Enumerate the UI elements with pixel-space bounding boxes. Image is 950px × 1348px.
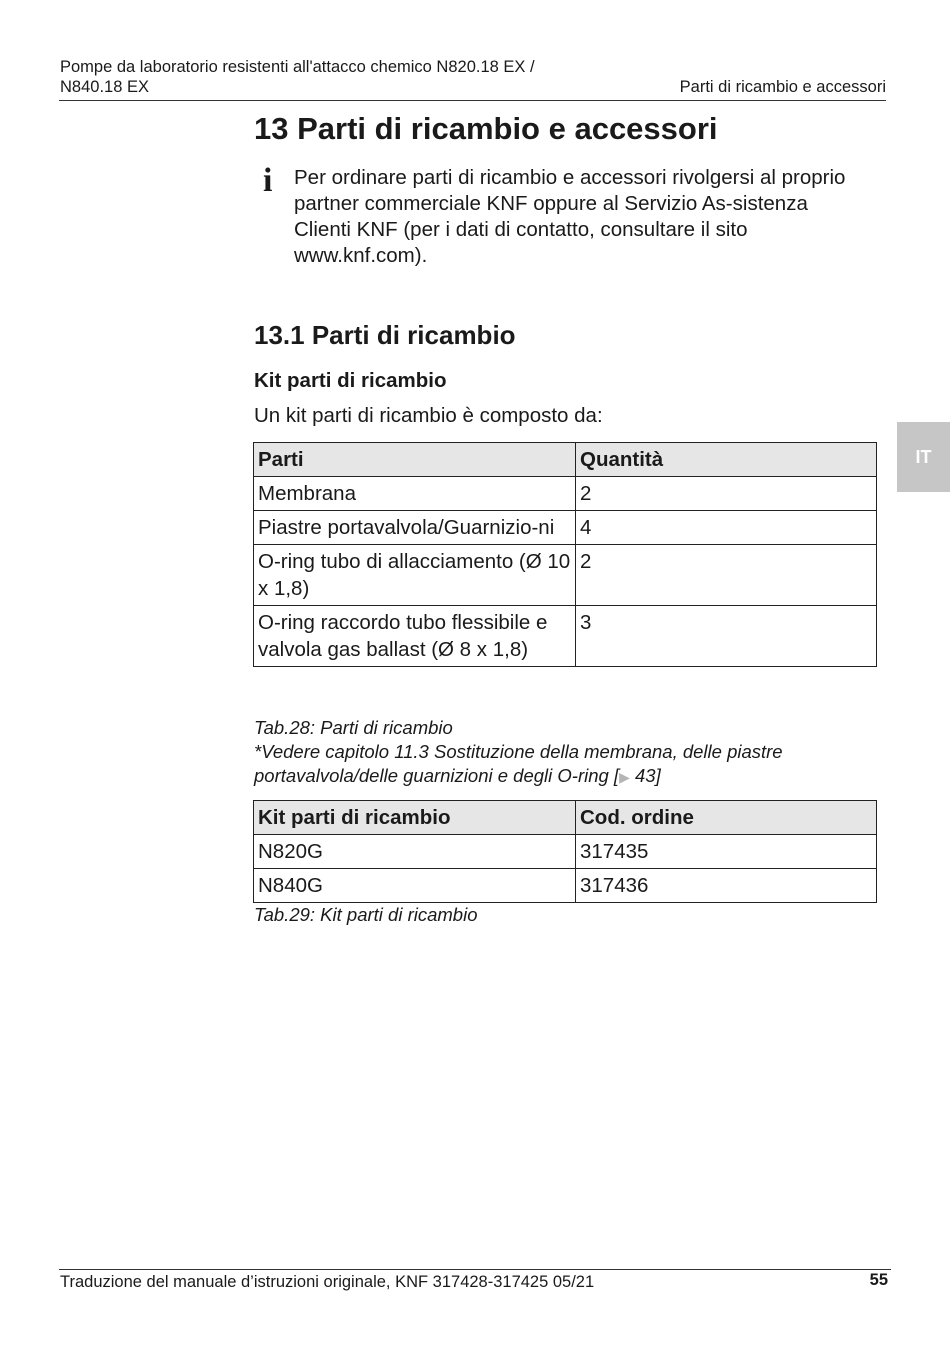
table-row (254, 477, 877, 511)
table-cell: 2 (576, 477, 877, 511)
table-row (254, 511, 877, 545)
header-divider (59, 100, 886, 101)
parts-table (253, 442, 877, 667)
table-cell: 317435 (576, 835, 877, 869)
subheading: Kit parti di ricambio (254, 369, 447, 392)
column-header-parts: Parti (254, 443, 576, 477)
table-footnote (254, 740, 884, 789)
table-header-row (254, 443, 877, 477)
table-cell: Membrana (254, 477, 576, 511)
intro-text: Un kit parti di ricambio è composto da: (254, 404, 603, 427)
table-row (254, 869, 877, 903)
header-chapter: Parti di ricambio e accessori (679, 78, 886, 96)
info-icon: i (263, 162, 273, 199)
table-cell: 4 (576, 511, 877, 545)
column-header-quantity: Quantità (576, 443, 877, 477)
page-reference[interactable]: 43] (629, 765, 661, 786)
footnote-text: *Vedere capitolo 11.3 Sostituzione della membrana, delle piastre portavalvola/delle guarnizioni e degli O-ring [ (254, 741, 783, 786)
table-header-row (254, 801, 877, 835)
footer-text: Traduzione del manuale d’istruzioni originale, KNF 317428-317425 05/21 (60, 1273, 595, 1291)
header-title-line1: Pompe da laboratorio resistenti all'attacco chemico N820.18 EX / (60, 58, 535, 76)
table-cell: O-ring tubo di allacciamento (Ø 10 x 1,8) (254, 545, 576, 606)
column-header-order-code: Cod. ordine (576, 801, 877, 835)
table-cell: 2 (576, 545, 877, 606)
page-number: 55 (869, 1271, 888, 1289)
table-cell: Piastre portavalvola/Guarnizio-ni (254, 511, 576, 545)
table-cell: N820G (254, 835, 576, 869)
header-title-line2: N840.18 EX (60, 78, 149, 96)
info-note: Per ordinare parti di ricambio e accessori rivolgersi al proprio partner commerciale KNF oppure al Servizio As-sistenza Clienti KNF (per i dati di contatto, consultare il sito www.knf.com). (294, 166, 846, 267)
table-cell: 317436 (576, 869, 877, 903)
table-row (254, 835, 877, 869)
section-title: 13 Parti di ricambio e accessori (254, 111, 718, 146)
page-link-arrow-icon[interactable]: ▶ (619, 769, 630, 785)
header-title (60, 57, 620, 97)
table-caption: Tab.29: Kit parti di ricambio (254, 904, 478, 925)
table-row (254, 545, 877, 606)
table-caption (254, 716, 884, 789)
table-cell: O-ring raccordo tubo flessibile e valvola gas ballast (Ø 8 x 1,8) (254, 606, 576, 667)
language-tab: IT (897, 422, 950, 492)
table-row (254, 606, 877, 667)
column-header-kit: Kit parti di ricambio (254, 801, 576, 835)
table-cell: N840G (254, 869, 576, 903)
table-cell: 3 (576, 606, 877, 667)
footer-divider (59, 1269, 891, 1270)
table-caption-title: Tab.28: Parti di ricambio (254, 717, 453, 738)
subsection-title: 13.1 Parti di ricambio (254, 320, 516, 350)
order-codes-table (253, 800, 877, 903)
